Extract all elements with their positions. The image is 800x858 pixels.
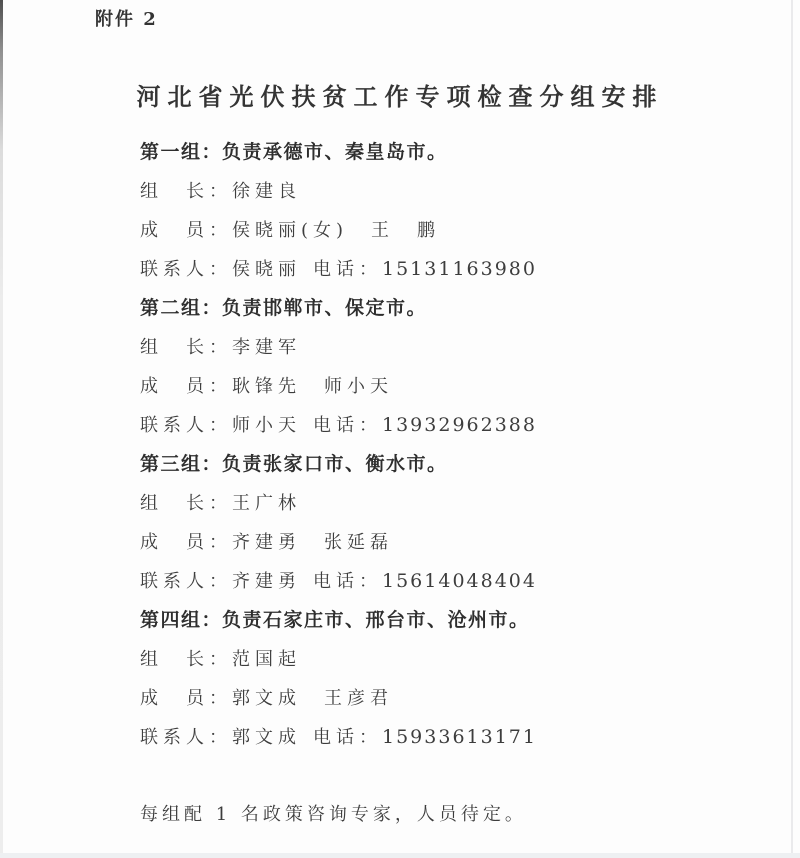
phone-label: 电话： <box>313 727 382 748</box>
phone-number: 15614048404 <box>382 570 537 592</box>
phone-number: 13932962388 <box>382 414 537 436</box>
group-section <box>140 445 740 601</box>
document-title: 河北省光伏扶贫工作专项检查分组安排 <box>136 82 664 111</box>
leader-line: 组 长：李建军 <box>140 337 301 358</box>
contact-name: 师小天 <box>232 415 301 436</box>
contact-label: 联系人： <box>140 259 232 280</box>
contact-line <box>140 718 740 757</box>
group-section <box>140 601 740 757</box>
page-edge-bottom <box>0 853 800 858</box>
document-body <box>140 133 740 834</box>
phone-label: 电话： <box>313 571 382 592</box>
group-section <box>140 289 740 445</box>
leader-line: 组 长：范国起 <box>140 649 301 670</box>
members-line: 成 员：侯晓丽(女) 王 鹏 <box>140 220 441 241</box>
leader-line: 组 长：徐建良 <box>140 181 301 202</box>
phone-label: 电话： <box>313 259 382 280</box>
group-heading: 第四组：负责石家庄市、邢台市、沧州市。 <box>140 609 530 631</box>
members-line: 成 员：郭文成 王彦君 <box>140 688 393 709</box>
phone-label: 电话： <box>313 415 382 436</box>
phone-number: 15933613171 <box>382 726 537 748</box>
contact-label: 联系人： <box>140 415 232 436</box>
phone-number: 15131163980 <box>382 258 537 280</box>
members-line: 成 员：齐建勇 张延磊 <box>140 532 393 553</box>
contact-name: 郭文成 <box>232 727 301 748</box>
contact-line <box>140 250 740 289</box>
contact-name: 侯晓丽 <box>232 259 301 280</box>
leader-line: 组 长：王广林 <box>140 493 301 514</box>
group-heading: 第一组：负责承德市、秦皇岛市。 <box>140 141 448 163</box>
contact-name: 齐建勇 <box>232 571 301 592</box>
members-line: 成 员：耿锋先 师小天 <box>140 376 393 397</box>
contact-line <box>140 562 740 601</box>
group-heading: 第三组：负责张家口市、衡水市。 <box>140 453 448 475</box>
contact-label: 联系人： <box>140 571 232 592</box>
attachment-label: 附件 2 <box>95 9 158 30</box>
page-edge-right <box>791 0 793 858</box>
contact-line <box>140 406 740 445</box>
group-section <box>140 133 740 289</box>
contact-label: 联系人： <box>140 727 232 748</box>
group-heading: 第二组：负责邯郸市、保定市。 <box>140 297 428 319</box>
footnote: 每组配 1 名政策咨询专家，人员待定。 <box>140 804 527 825</box>
page-edge-left <box>0 0 3 858</box>
